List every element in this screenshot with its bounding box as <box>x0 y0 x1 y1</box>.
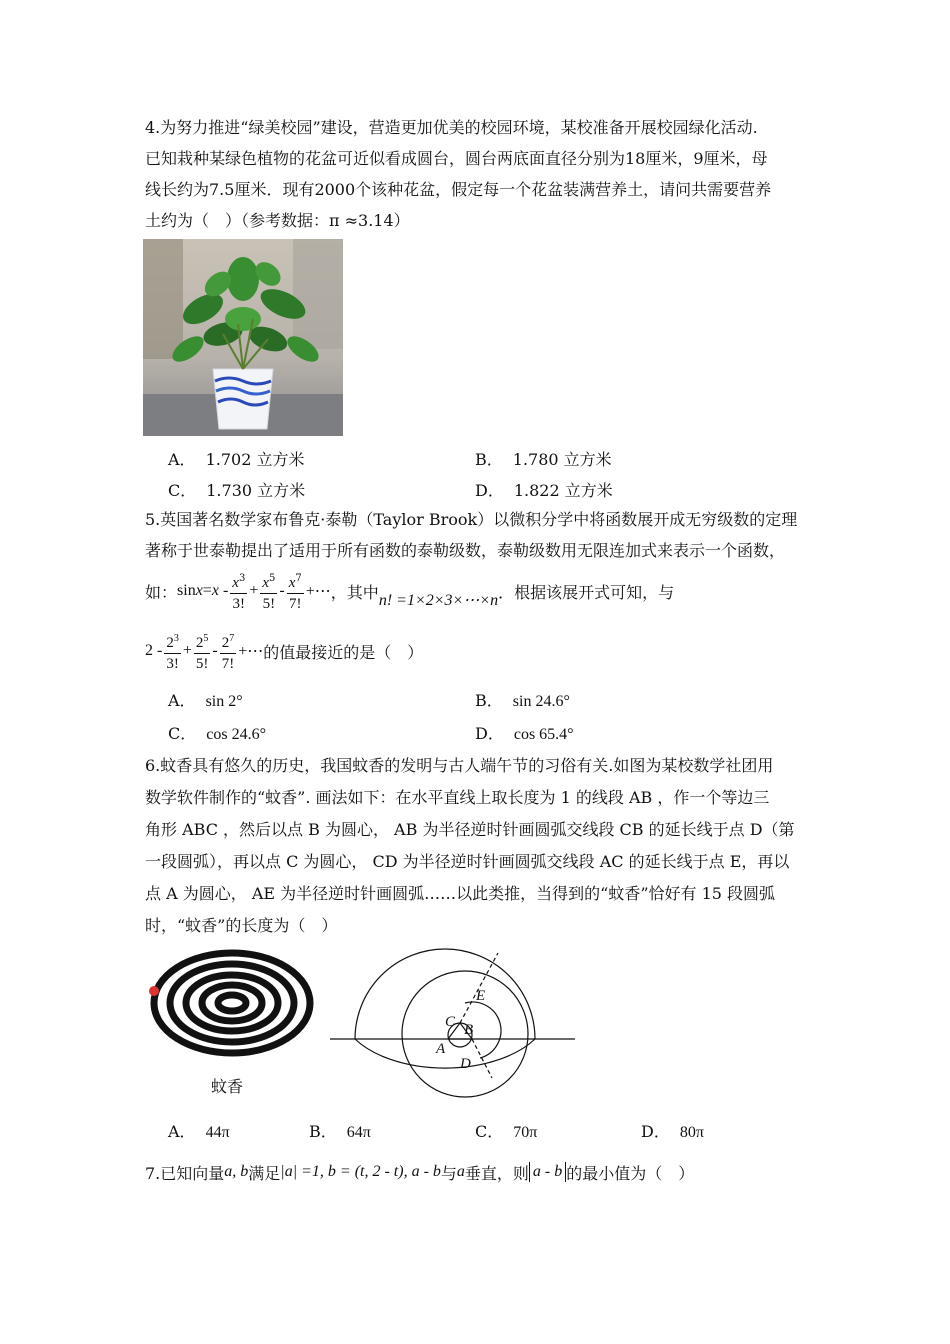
mosquito-coil-image <box>148 945 316 1064</box>
q6-option-c[interactable] <box>475 1119 537 1142</box>
q4-option-a[interactable] <box>168 447 304 470</box>
q5-prefix: 如： <box>145 582 178 602</box>
option-text: cos 65.4° <box>513 726 574 743</box>
q5-option-a[interactable] <box>168 688 243 711</box>
option-label: C． <box>475 1122 504 1141</box>
q6-line-3: 角形 ABC ，然后以点 B 为圆心， AB 为半径逆时针画圆弧交线段 CB 的延长线于点 D（第 <box>145 820 795 839</box>
q5-sin-series: 如： sin x = x - $\frac{x^3}{3!}$ + $\frac{x^5}{5!}$ - $\frac{x^7}{7!}$ +⋯ ，其中 n! =1×2×3×⋯×n ．根据该展开式可知，与 <box>145 566 674 616</box>
q5-target-series: 2 - $\frac{2^3}{3!}$ + $\frac{2^5}{5!}$ - $\frac{2^7}{7!}$ +⋯ 的值最接近的是（ ） <box>145 626 423 676</box>
option-label: A． <box>168 1122 196 1141</box>
q4-line-3: 线长约为7.5厘米．现有2000个该种花盆，假定每一个花盆装满营养土，请问共需要营养 <box>145 180 772 199</box>
question-5-text <box>145 504 805 566</box>
q6-option-b[interactable] <box>309 1119 371 1142</box>
coil-caption: 蚊香 <box>211 1077 244 1096</box>
option-label: D． <box>475 481 504 500</box>
option-label: B． <box>475 450 503 469</box>
q4-line-2: 已知栽种某绿色植物的花盆可近似看成圆台，圆台两底面直径分别为18厘米，9厘米，母 <box>145 149 768 168</box>
label-b: B <box>464 1022 474 1038</box>
option-text: 1.702 立方米 <box>205 450 305 469</box>
question-6-text <box>145 750 805 942</box>
q5-option-c[interactable] <box>168 721 266 744</box>
option-text: 70π <box>513 1124 538 1141</box>
option-label: C． <box>168 724 197 743</box>
option-text: 44π <box>205 1124 230 1141</box>
option-text: 1.730 立方米 <box>206 481 306 500</box>
q7-condition: |a| =1, b = (t, 2 - t), a - b <box>280 1163 441 1180</box>
q5-line-2: 著称于世泰勒提出了适用于所有函数的泰勒级数，泰勒级数用无限连加式来表示一个函数， <box>145 541 786 560</box>
q7-mid-2: 与 <box>440 1163 457 1183</box>
fraction-x3: $\frac{x^3}{3!}$ <box>230 569 247 614</box>
question-4-text <box>145 112 805 236</box>
option-text: 80π <box>679 1124 704 1141</box>
label-e: E <box>476 988 486 1004</box>
q6-option-d[interactable] <box>641 1119 704 1142</box>
label-c: C <box>445 1014 456 1030</box>
equals-sign: = <box>202 582 212 599</box>
label-d: D <box>460 1056 471 1072</box>
option-text: sin 2° <box>205 693 243 710</box>
option-text: 64π <box>346 1124 371 1141</box>
q6-line-5: 点 A 为圆心， AE 为半径逆时针画圆弧……以此类推，当得到的“蚊香”恰好有 15 段圆弧 <box>145 884 776 903</box>
fraction-x5: $\frac{x^5}{5!}$ <box>260 569 277 614</box>
option-label: A． <box>168 450 196 469</box>
fraction-x7: $\frac{x^7}{7!}$ <box>287 569 304 614</box>
option-text: cos 24.6° <box>206 726 266 743</box>
q6-line-2: 数学软件制作的“蚊香”. 画法如下：在水平直线上取长度为 1 的线段 AB ，作一个等边三 <box>145 788 770 807</box>
question-7-text <box>145 1157 694 1187</box>
q5-line-1: 5.英国著名数学家布鲁克·泰勒（Taylor Brook）以微积分学中将函数展开成无穷级数的定理 <box>145 510 798 529</box>
option-label: A． <box>168 691 196 710</box>
q7-abs-expression: a - b <box>529 1162 566 1182</box>
series-lead: 2 - <box>145 642 163 659</box>
option-text: sin 24.6° <box>512 693 570 710</box>
q6-line-6: 时，“蚊香”的长度为（ ） <box>145 916 338 935</box>
q5-option-d[interactable] <box>475 721 574 744</box>
label-a: A <box>436 1041 446 1057</box>
q4-line-1: 4.为努力推进“绿美校园”建设，营造更加优美的校园环境，某校准备开展校园绿化活动. <box>145 118 758 137</box>
q4-option-b[interactable] <box>475 447 612 470</box>
sin-function: sin <box>177 582 196 599</box>
q7-mid-1: 满足 <box>248 1163 281 1183</box>
option-label: B． <box>309 1122 337 1141</box>
series-tail: +⋯ <box>305 583 331 600</box>
q4-option-d[interactable] <box>475 478 613 501</box>
q7-suffix: 的最小值为（ ） <box>566 1163 695 1183</box>
q4-option-c[interactable] <box>168 478 305 501</box>
q5-mid-text: ，其中 <box>330 582 379 602</box>
q7-var-a: a <box>456 1163 465 1180</box>
option-label: C． <box>168 481 197 500</box>
flowerpot-plant-photo <box>143 239 343 436</box>
q7-mid-3: 垂直，则 <box>464 1163 529 1183</box>
option-label: B． <box>475 691 503 710</box>
factorial-definition: n! =1×2×3×⋯×n <box>378 592 499 609</box>
series-tail-2: +⋯ <box>238 643 264 660</box>
q4-line-4: 土约为（ ）（参考数据：π ≈3.14） <box>145 211 410 230</box>
term-x: x <box>211 582 219 599</box>
q6-line-4: 一段圆弧），再以点 C 为圆心， CD 为半径逆时针画圆弧交线段 AC 的延长线于点 E，再以 <box>145 852 790 871</box>
var-x: x <box>195 582 203 599</box>
option-text: 1.780 立方米 <box>512 450 612 469</box>
q5-option-b[interactable] <box>475 688 570 711</box>
q5-question-end: 的值最接近的是（ ） <box>263 642 424 662</box>
q7-vectors: a, b <box>224 1163 249 1180</box>
fraction-2-5: $\frac{2^5}{5!}$ <box>194 629 211 674</box>
q6-line-1: 6.蚊香具有悠久的历史，我国蚊香的发明与古人端午节的习俗有关.如图为某校数学社团用 <box>145 756 774 775</box>
fraction-2-3: $\frac{2^3}{3!}$ <box>164 629 181 674</box>
option-text: 1.822 立方米 <box>513 481 613 500</box>
spiral-construction-diagram <box>330 938 580 1112</box>
q6-option-a[interactable] <box>168 1119 230 1142</box>
q5-end-text: ．根据该展开式可知，与 <box>498 582 675 602</box>
q7-prefix: 7.已知向量 <box>145 1163 225 1183</box>
fraction-2-7: $\frac{2^7}{7!}$ <box>220 629 237 674</box>
option-label: D． <box>475 724 504 743</box>
option-label: D． <box>641 1122 670 1141</box>
